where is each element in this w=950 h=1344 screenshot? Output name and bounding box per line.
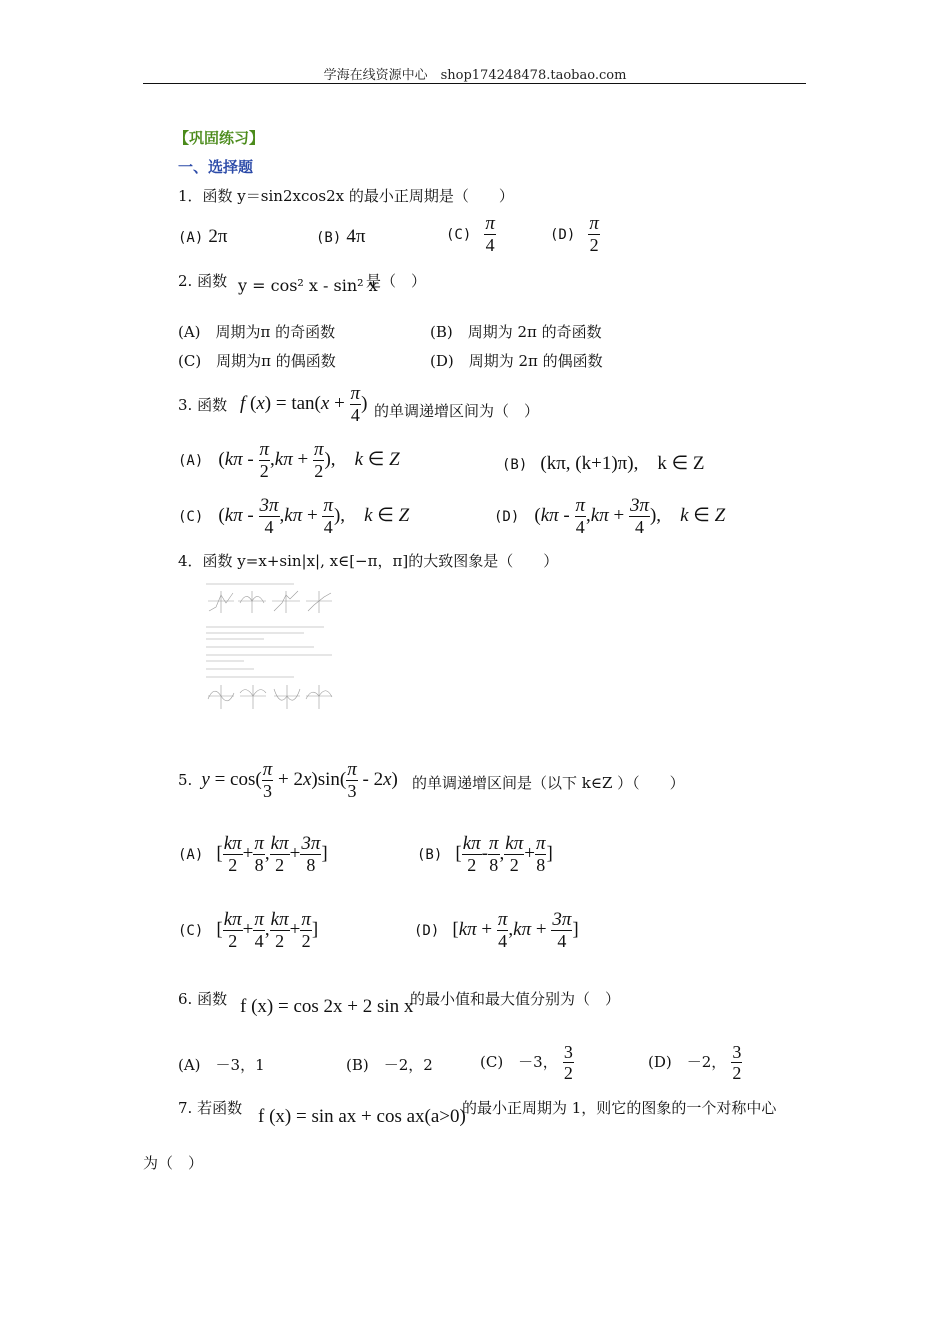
q4-graph-image [204,581,336,718]
q3-option-b: (B) (kπ, (k+1)π), k ∈ Z [502,453,705,474]
q2-option-c: (C) 周期为π 的偶函数 [178,352,336,370]
q2-option-b: (B) 周期为 2π 的奇函数 [430,323,602,341]
q4-stem: 4．函数 y=x+sin|x|, x∈[−π，π]的大致图象是（ ） [178,552,559,570]
q7-stem-continued: 为（ ） [143,1154,204,1172]
q5-stem-suffix: 的单调递增区间是（以下 k∈Z ）（ ） [412,774,685,792]
section-title: 【巩固练习】 [174,129,265,147]
q3-formula: f (x) = tan(x + $\frac{\pi}{4}$ ) [240,383,368,425]
q5-option-a: (A) [ $\frac{k\pi}{2}$ + $\frac{\pi}{8}$ , $\frac{k\pi}{2}$ + $\frac{3\pi}{8}$ ] [178,833,328,875]
q3-stem-suffix: 的单调递增区间为（ ） [374,402,540,420]
q1-option-a: (A) 2π [178,226,228,247]
page-header: 学海在线资源中心 shop174248478.taobao.com [323,68,627,83]
q6-option-b: (B) －2，2 [346,1056,433,1074]
q1-option-d: (D) $\frac{\pi}{2}$ [550,213,599,255]
q1-option-c: (C) $\frac{\pi}{4}$ [446,213,495,255]
subsection-title: 一、选择题 [178,158,254,176]
q5-option-c: (C) [ $\frac{k\pi}{2}$ + $\frac{\pi}{4}$ , $\frac{k\pi}{2}$ + $\frac{\pi}{2}$ ] [178,909,319,951]
q2-option-d: (D) 周期为 2π 的偶函数 [430,352,603,370]
q6-stem-suffix: 的最小值和最大值分别为（ ） [410,990,621,1008]
q1-stem: 1．函数 y＝sin2xcos2x 的最小正周期是（ ） [178,187,514,205]
q6-formula: f (x) = cos 2x + 2 sin x [240,996,414,1017]
header-rule [143,83,806,84]
q6-option-d: (D) －2， $\frac{3}{2}$ [648,1042,742,1083]
q6-option-a: (A) －3，1 [178,1056,265,1074]
q7-formula: f (x) = sin ax + cos ax(a>0) [258,1106,466,1127]
q5-option-d: (D) [kπ + $\frac{\pi}{4}$ ,kπ + $\frac{3\pi}{4}$ ] [414,909,579,951]
q6-stem-prefix: 6. 函数 [178,990,228,1008]
q7-stem-suffix: 的最小正周期为 1，则它的图象的一个对称中心 [462,1099,777,1117]
q5-option-b: (B) [ $\frac{k\pi}{2}$ - $\frac{\pi}{8}$ , $\frac{k\pi}{2}$ + $\frac{\pi}{8}$ ] [417,833,553,875]
q6-option-c: (C) －3， $\frac{3}{2}$ [480,1042,573,1083]
q3-option-d: (D) (kπ - $\frac{\pi}{4}$ ,kπ + $\frac{3\pi}{4}$ ), k ∈ Z [494,495,726,537]
q2-stem-prefix: 2. 函数 [178,272,228,290]
q5-formula: 5. y = cos( $\frac{\pi}{3}$ + 2x)sin( $\frac{\pi}{3}$ - 2x) [178,759,398,801]
q2-option-a: (A) 周期为π 的奇函数 [178,323,336,341]
q3-stem-prefix: 3. 函数 [178,396,228,414]
q1-option-b: (B) 4π [316,226,366,247]
q2-formula: y = cos² x - sin² x [238,276,378,295]
q3-option-a: (A) (kπ - $\frac{\pi}{2}$ ,kπ + $\frac{\pi}{2}$ ), k ∈ Z [178,439,400,481]
q7-stem-prefix: 7. 若函数 [178,1099,243,1117]
q3-option-c: (C) (kπ - $\frac{3\pi}{4}$ ,kπ + $\frac{\pi}{4}$ ), k ∈ Z [178,495,410,537]
q2-stem-suffix: 是（ ） [366,272,427,290]
